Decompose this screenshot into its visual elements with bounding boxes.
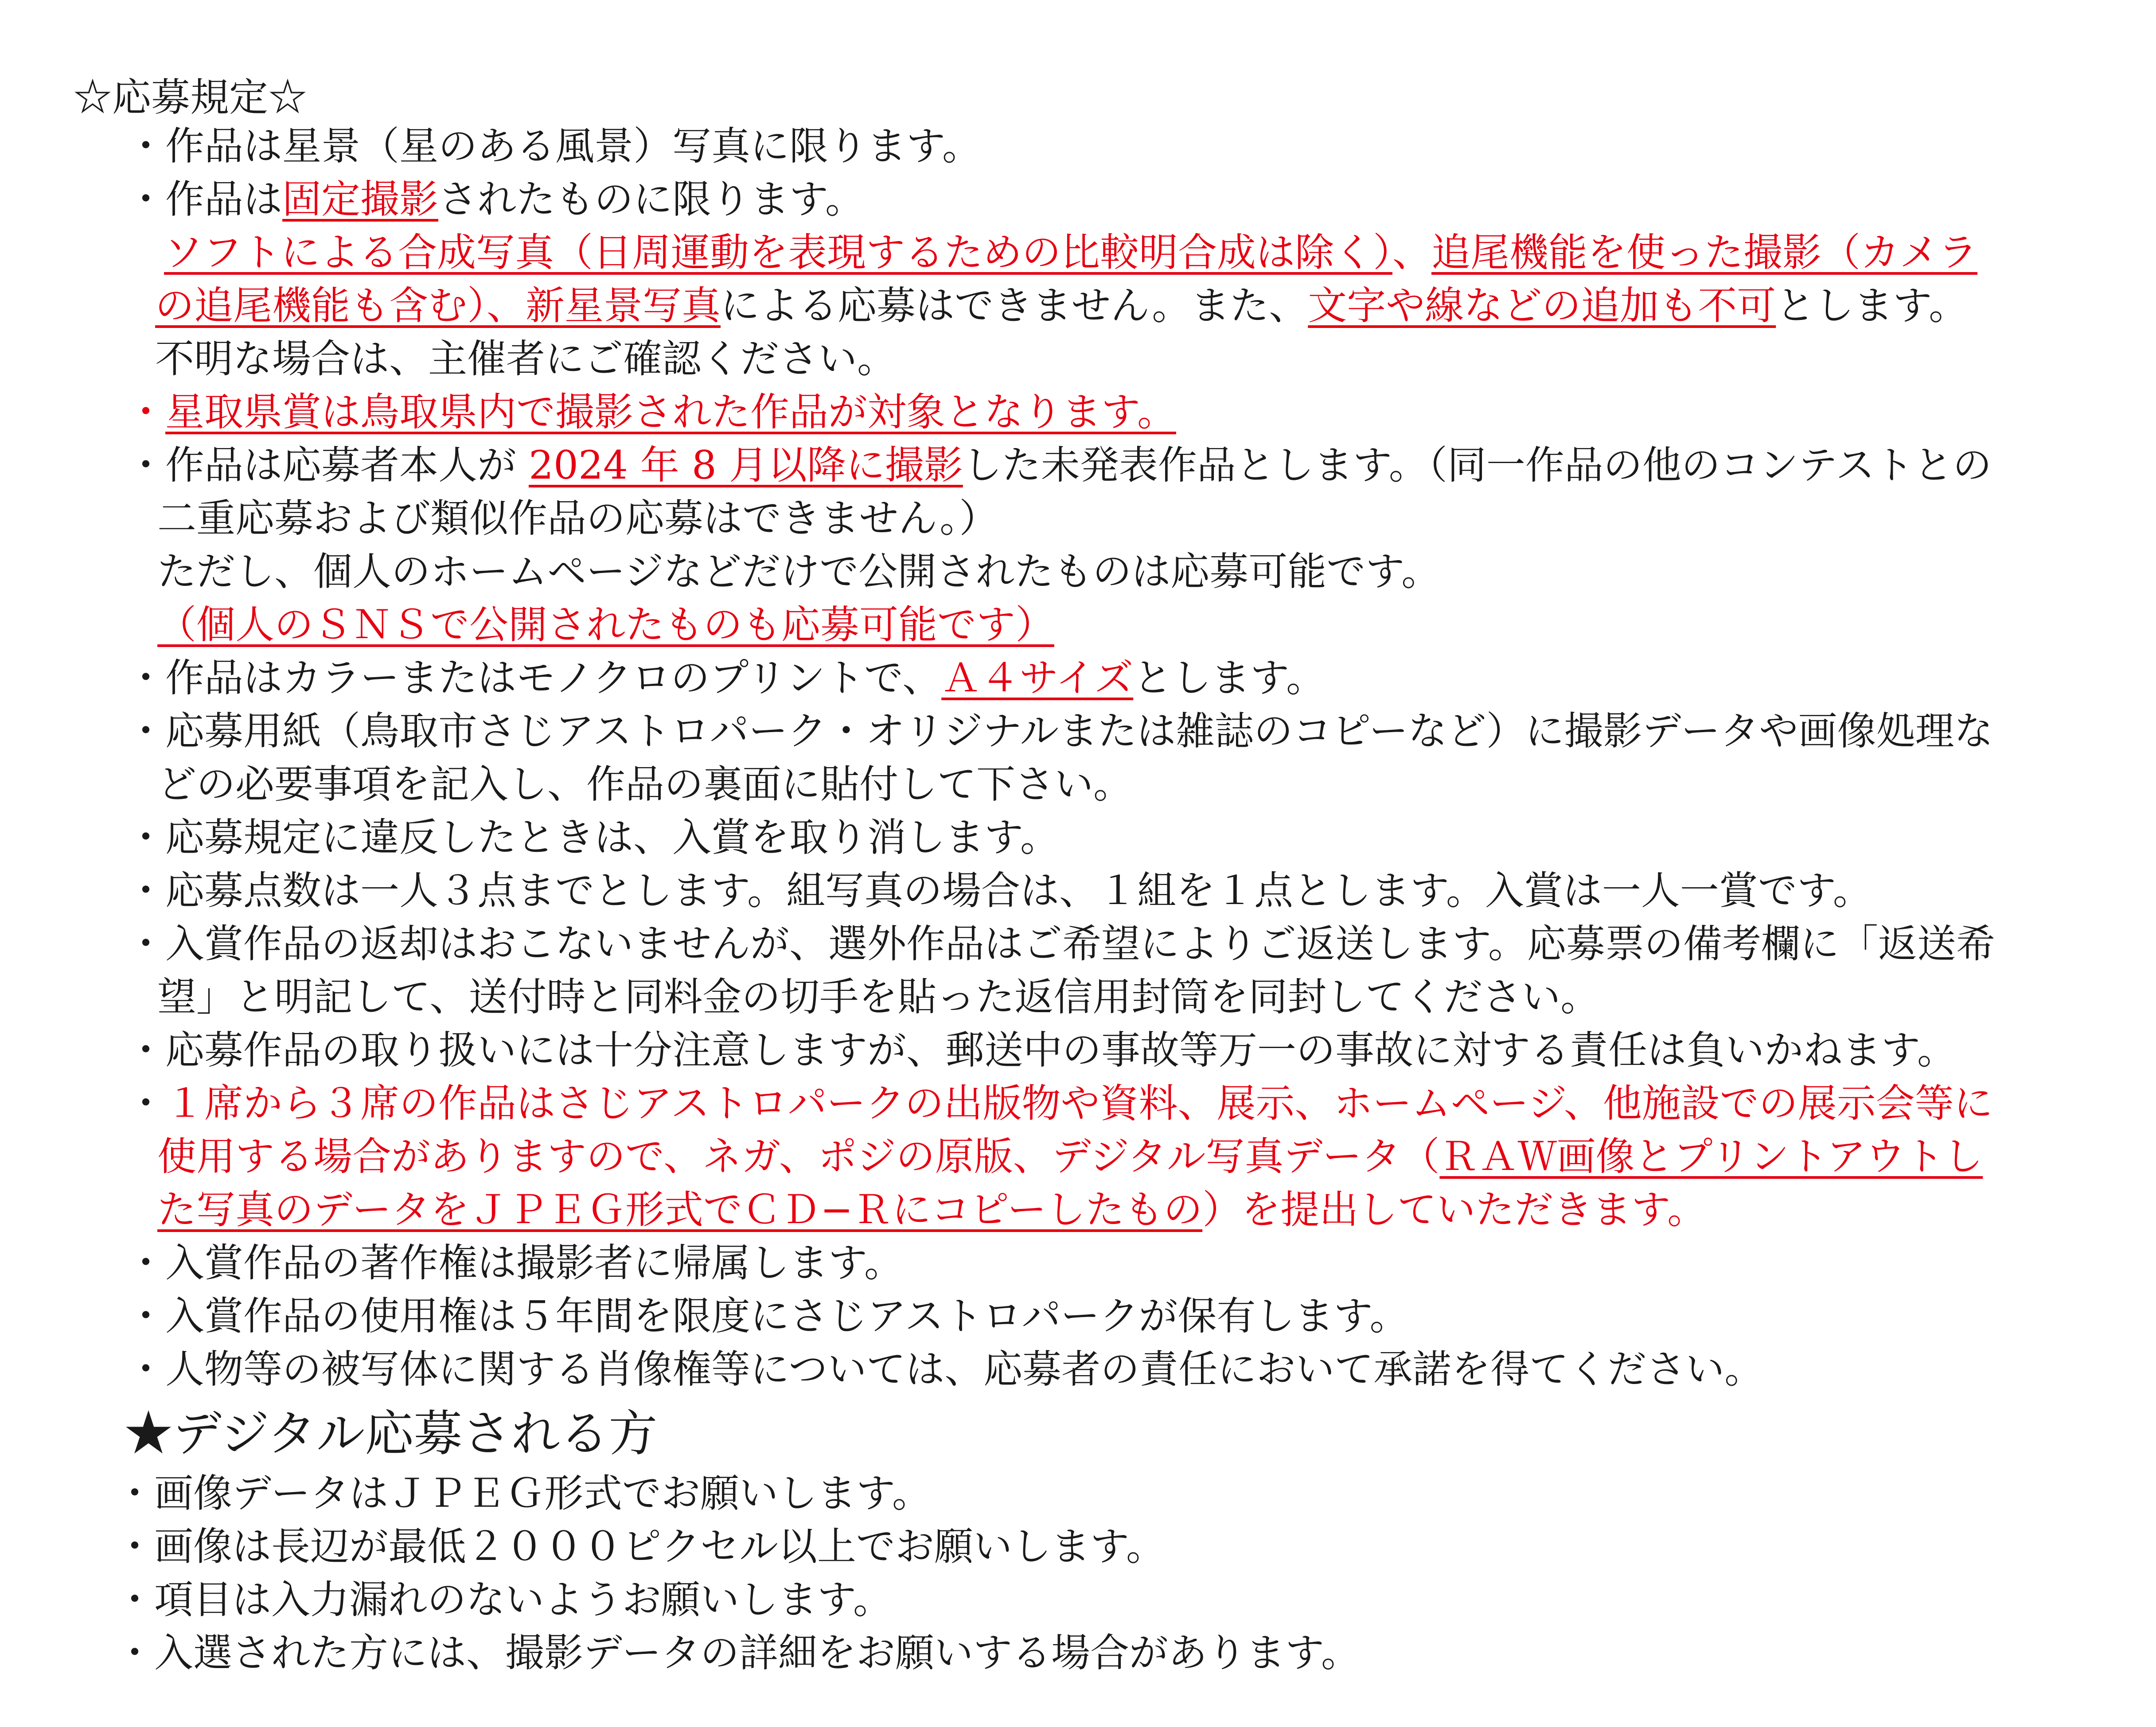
rule-text: ただし、個人のホームページなどだけで公開されたものは応募可能です。 bbox=[157, 549, 1441, 594]
rule-emphasis: 2024 年 8 月以降に撮影 bbox=[528, 442, 963, 488]
digital-rule-line: ・入選された方には、撮影データの詳細をお願いする場合があります。 bbox=[115, 1630, 1360, 1676]
rule-text: ・作品は応募者本人が bbox=[126, 442, 529, 488]
rule-line bbox=[126, 173, 864, 226]
rule-line bbox=[126, 1236, 903, 1290]
rule-text: ・応募点数は一人３点までとします。組写真の場合は、１組を１点とします。入賞は一人一賞です。 bbox=[126, 868, 1872, 913]
rule-text: どの必要事項を記入し、作品の裏面に貼付して下さい。 bbox=[157, 761, 1133, 807]
rule-emphasis: た写真のデータをＪＰＥＧ形式でＣＤ−Ｒにコピーしたもの bbox=[157, 1187, 1203, 1232]
rule-emphasis: 固定撮影 bbox=[282, 176, 439, 222]
rule-text: による応募はできません。また、 bbox=[721, 283, 1308, 328]
rule-line bbox=[157, 971, 1599, 1024]
digital-rule-line: ・画像データはＪＰＥＧ形式でお願いします。 bbox=[115, 1470, 931, 1516]
rule-text: ・入賞作品の返却はおこないませんが、選外作品はご希望によりご返送します。応募票の備考欄に「返送希 bbox=[126, 921, 1995, 967]
rule-text: ・ bbox=[126, 1080, 166, 1126]
rule-line bbox=[126, 864, 1872, 917]
rule-text: 望」と明記して、送付時と同料金の切手を貼った返信用封筒を同封してください。 bbox=[157, 974, 1600, 1020]
rule-emphasis: ）を提出していただきます。 bbox=[1202, 1187, 1707, 1232]
rule-text: ・入賞作品の著作権は撮影者に帰属します。 bbox=[126, 1240, 903, 1286]
rule-text: されたものに限ります。 bbox=[438, 176, 864, 222]
rule-emphasis: ＲＡＷ画像とプリントアウトし bbox=[1439, 1134, 1983, 1179]
rule-emphasis: Ａ４サイズ bbox=[941, 655, 1134, 701]
rule-line bbox=[126, 917, 1995, 971]
rule-text: ・作品は bbox=[126, 176, 283, 222]
rule-line bbox=[126, 651, 1325, 705]
rule-line bbox=[126, 1077, 1993, 1130]
rule-line bbox=[126, 1290, 1408, 1343]
rule-emphasis: 文字や線などの追加も不可 bbox=[1308, 283, 1776, 328]
rule-text: ・応募用紙（鳥取市さじアストロパーク・オリジナルまたは雑誌のコピーなど）に撮影データや画像処理な bbox=[126, 708, 1993, 754]
rule-text: 不明な場合は、主催者にご確認ください。 bbox=[155, 336, 897, 382]
rule-line bbox=[126, 439, 1992, 492]
rule-line bbox=[157, 758, 1132, 811]
rule-text: ・人物等の被写体に関する肖像権等については、応募者の責任において承諾を得てください。 bbox=[126, 1346, 1764, 1392]
rule-text: とします。 bbox=[1133, 655, 1326, 701]
rule-emphasis: ・ bbox=[126, 389, 166, 435]
rule-text: ・応募作品の取り扱いには十分注意しますが、郵送中の事故等万一の事故に対する責任は負いかねます。 bbox=[126, 1027, 1956, 1073]
rule-emphasis: ソフトによる合成写真（日周運動を表現するための比較明合成は除く） bbox=[164, 230, 1393, 275]
rule-text: とします。 bbox=[1776, 283, 1968, 328]
rule-line bbox=[157, 545, 1440, 598]
rule-line bbox=[157, 1183, 1706, 1236]
rule-text: ・作品はカラーまたはモノクロのプリントで、 bbox=[126, 655, 942, 701]
rule-emphasis: （個人のＳＮＳで公開されたものも応募可能です） bbox=[157, 602, 1055, 647]
rule-line bbox=[157, 1130, 1983, 1183]
rule-text: ・作品は星景（星のある風景）写真に限ります。 bbox=[126, 123, 981, 169]
rule-emphasis: １席から３席の作品はさじアストロパークの出版物や資料、展示、ホームページ、他施設での展示会等に bbox=[165, 1080, 1993, 1126]
rule-emphasis: 使用する場合がありますので、ネガ、ポジの原版、デジタル写真データ（ bbox=[157, 1134, 1440, 1179]
digital-heading: ★デジタル応募される方 bbox=[124, 1405, 658, 1462]
rule-line bbox=[126, 811, 1059, 864]
rule-line bbox=[164, 226, 1977, 279]
rule-text: 二重応募および類似作品の応募はできません。） bbox=[157, 495, 998, 541]
rule-text: ・応募規定に違反したときは、入賞を取り消します。 bbox=[126, 815, 1059, 860]
rule-line bbox=[155, 279, 1968, 332]
rule-line bbox=[126, 1343, 1763, 1396]
rule-line bbox=[157, 492, 998, 545]
section-title: ☆応募規定☆ bbox=[73, 74, 308, 120]
rule-emphasis: 追尾機能を使った撮影（カメラ bbox=[1431, 230, 1978, 275]
rule-line bbox=[126, 386, 1176, 439]
rule-emphasis: 、 bbox=[1392, 230, 1432, 275]
rule-emphasis: 星取県賞は鳥取県内で撮影された作品が対象となります。 bbox=[165, 389, 1176, 435]
rule-line bbox=[126, 1024, 1956, 1077]
rule-line bbox=[157, 598, 1054, 651]
rule-line bbox=[126, 705, 1993, 758]
rule-emphasis: の追尾機能も含む）、新星景写真 bbox=[155, 283, 721, 328]
rule-line bbox=[126, 120, 981, 173]
rule-text: ・入賞作品の使用権は５年間を限度にさじアストロパークが保有します。 bbox=[126, 1293, 1409, 1339]
digital-rule-line: ・画像は長辺が最低２０００ピクセル以上でお願いします。 bbox=[115, 1524, 1165, 1569]
rule-line bbox=[155, 332, 896, 386]
rule-text: した未発表作品とします。（同一作品の他のコンテストとの bbox=[963, 442, 1992, 488]
digital-rule-line: ・項目は入力漏れのないようお願いします。 bbox=[115, 1577, 892, 1622]
